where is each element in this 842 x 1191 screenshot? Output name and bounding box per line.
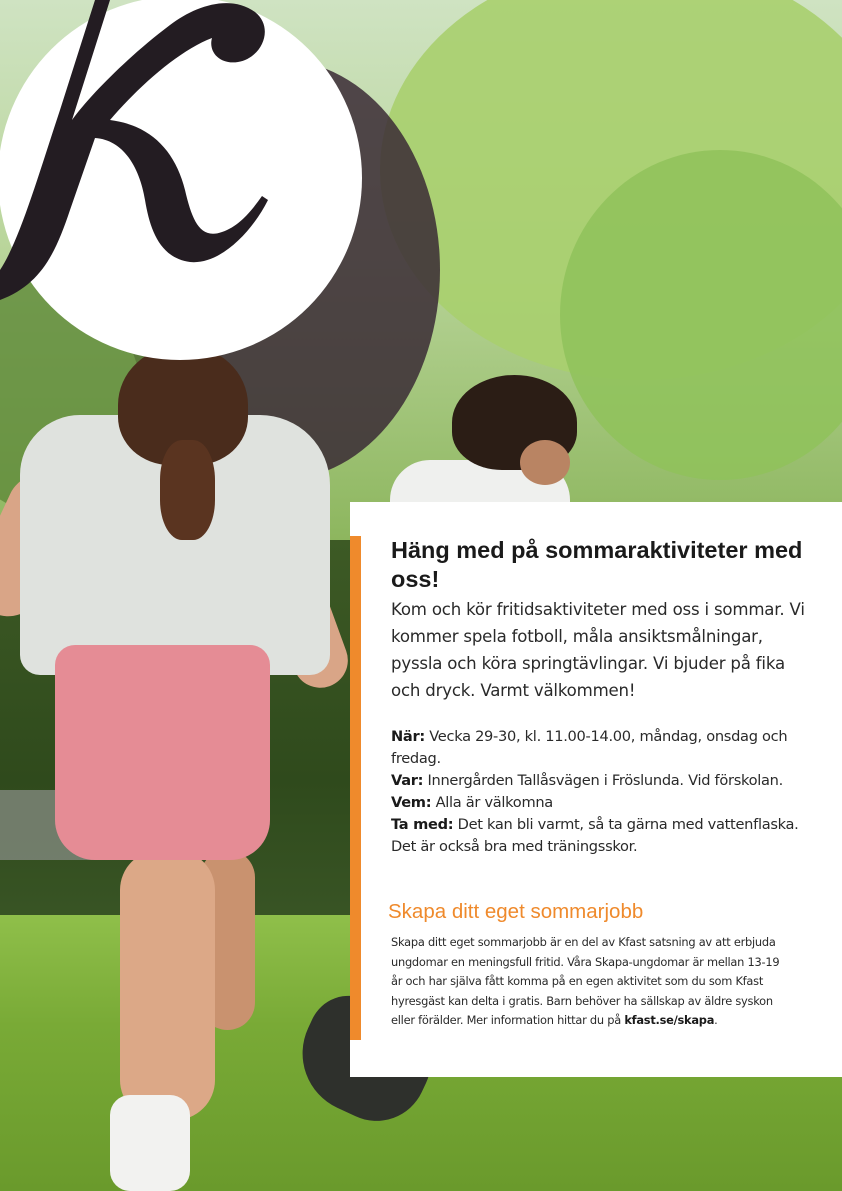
kfast-k-logo-icon (0, 0, 362, 360)
card-intro: Kom och kör fritidsaktiviteter med oss i sommar. Vi kommer spela fotboll, måla ansiktsmålningar, pyssla och köra springtävlingar. Vi bjuder på fika och dryck. Varmt välkommen! (391, 600, 805, 700)
section-body (391, 933, 786, 1031)
section-body-end: . (714, 1013, 718, 1027)
detail-label: När: (391, 728, 425, 745)
skapa-link[interactable]: kfast.se/skapa (624, 1013, 715, 1027)
accent-bar (350, 536, 361, 1040)
details-list (391, 726, 816, 858)
detail-label: Vem: (391, 794, 432, 811)
section-title: Skapa ditt eget sommarjobb (388, 900, 644, 923)
detail-text: Alla är välkomna (431, 794, 553, 811)
photo-girl-shorts (55, 645, 270, 860)
photo-boy-face (520, 440, 570, 485)
detail-bring (391, 814, 816, 858)
detail-when (391, 726, 816, 770)
detail-where (391, 770, 816, 792)
card-content (391, 536, 816, 858)
detail-text: Vecka 29-30, kl. 11.00-14.00, måndag, onsdag och fredag. (391, 728, 788, 767)
detail-label: Var: (391, 772, 424, 789)
detail-who (391, 792, 816, 814)
card-title: Häng med på sommaraktiviteter med oss! (391, 537, 803, 592)
photo-girl-leg (120, 850, 215, 1120)
detail-label: Ta med: (391, 816, 454, 833)
detail-text: Det kan bli varmt, så ta gärna med vattenflaska. Det är också bra med träningsskor. (391, 816, 799, 855)
section-body-text: Skapa ditt eget sommarjobb är en del av Kfast satsning av att erbjuda ungdomar en meningsfull fritid. Våra Skapa-ungdomar är mellan 13-19 år och har själva fått komma på en egen aktivitet som du som Kfast hyresgäst kan delta i gratis. Barn behöver ha sällskap av äldre syskon eller förälder. Mer information hittar du på (391, 935, 780, 1027)
info-card (350, 502, 842, 1077)
photo-girl-sock (110, 1095, 190, 1191)
detail-text: Innergården Tallåsvägen i Fröslunda. Vid förskolan. (423, 772, 783, 789)
photo-girl-braid (160, 440, 215, 540)
